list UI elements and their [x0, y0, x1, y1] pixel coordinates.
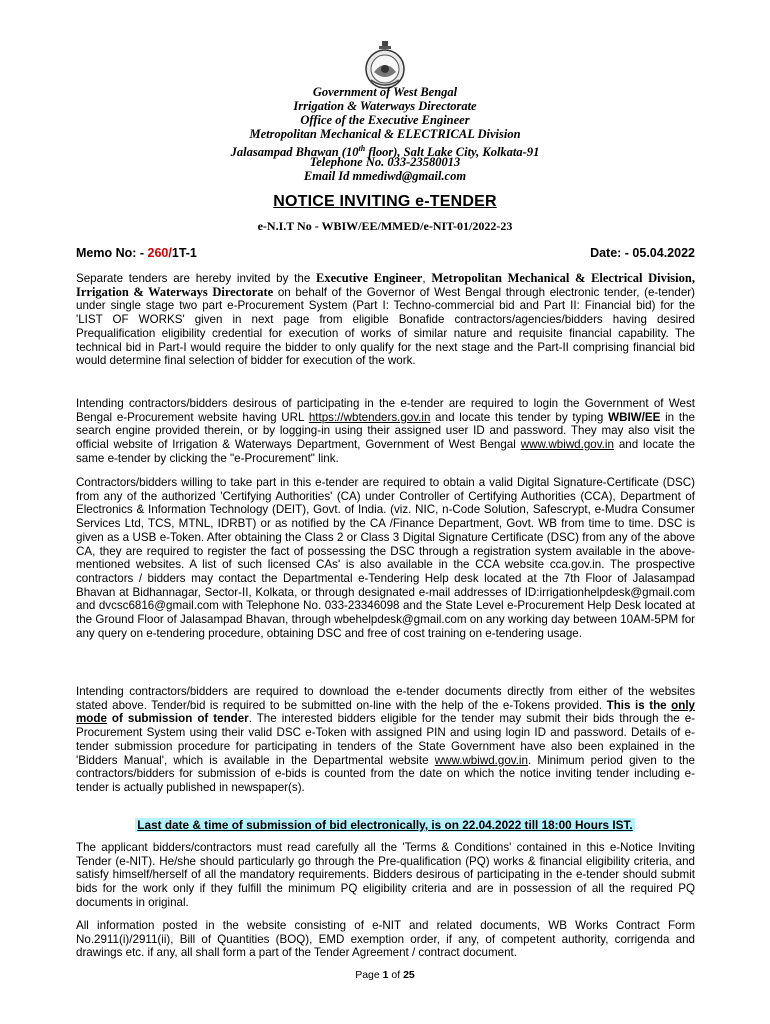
- paragraph-documents: All information posted in the website consisting of e-NIT and related documents, WB Works Contract Form No.2911(i)/2911(ii), Bill of Quantities (BOQ), EMD exemption order, if any, of competent authority, corrigenda and drawings etc. if any, all shall form a part of the Tender Agreement / contract document.: [76, 919, 695, 960]
- header-directorate: Irrigation & Waterways Directorate: [293, 99, 477, 113]
- header-office: Office of the Executive Engineer: [300, 113, 470, 127]
- wbtenders-link[interactable]: https://wbtenders.gov.in: [308, 410, 431, 424]
- page-footer: Page 1 of 25: [355, 969, 415, 981]
- memo-suffix: 1T-1: [171, 246, 197, 260]
- header-address: Jalasampad Bhawan (10th floor), Salt Lake City, Kolkata-91: [230, 144, 540, 160]
- header-govt: Government of West Bengal: [312, 85, 458, 99]
- memo-line: [76, 246, 695, 260]
- nit-number: e-N.I.T No - WBIW/EE/MMED/e-NIT-01/2022-23: [257, 219, 513, 233]
- paragraph-terms: The applicant bidders/contractors must read carefully all the 'Terms & Conditions' contained in this e-Notice Inviting Tender (e-NIT). He/she should particularly go through the Pre-qualification (PQ) works & financial eligibility criteria, and satisfy himself/herself of all the mandatory requirements. Bidders desirous of participating in the e-tender should submit bids for the work only if they fulfill the minimum PQ eligibility criteria and are in possession of all the required PQ documents in original.: [76, 841, 695, 909]
- page-title: NOTICE INVITING e-TENDER: [273, 193, 497, 210]
- memo-date: Date: - 05.04.2022: [590, 246, 695, 260]
- header-email: Email Id mmediwd@gmail.com: [303, 169, 467, 183]
- paragraph-invitation: Separate tenders are hereby invited by the Executive Engineer, Metropolitan Mechanical & Electrical Division, Irrigation & Waterways Directorate on behalf of the Governor of West Bengal through electronic tender, (e-tender) under single stage two part e-Procurement System (Part I: Techno-commercial bid and Part II: Financial bid) for the 'LIST OF WORKS' given in next page from eligible Bonafide contractors/agencies/bidders having desired Prequalification eligibility credential for execution of works of similar nature and requisite financial capability. The technical bid in Part-I would require the bidder to only qualify for the next stage and the Part-II comprising financial bid would determine final selection of bidder for execution of the work.: [76, 271, 695, 368]
- government-emblem-icon: [362, 40, 408, 90]
- paragraph-download: Intending contractors/bidders are required to download the e-tender documents directly from either of the websites stated above. Tender/bid is required to be submitted on-line with the help of the e-Tokens provided. This is the only mode of submission of tender. The interested bidders eligible for the tender may submit their bids through the e-Procurement System using their valid DSC e-Token with assigned PIN and using login ID and password. Details of e-tender submission procedure for participating in tenders of the State Government have also been explained in the 'Bidders Manual', which is available in the Departmental website www.wbiwd.gov.in. Minimum period given to the contractors/bidders for submission of e-bids is counted from the date on which the notice inviting tender including e-tender is actually published in newspaper(s).: [76, 685, 695, 794]
- deadline-banner: [0, 816, 770, 834]
- wbiwd-link[interactable]: www.wbiwd.gov.in: [520, 438, 614, 452]
- deadline-text: Last date & time of submission of bid electronically, is on 22.04.2022 till 18:00 Hours IST.: [137, 818, 633, 832]
- header-telephone: Telephone No. 033-23580013: [309, 155, 461, 169]
- memo-number: 260/: [147, 246, 172, 260]
- paragraph-dsc: Contractors/bidders willing to take part in this e-tender are required to obtain a valid Digital Signature-Certificate (DSC) from any of the authorized 'Certifying Authorities' (CA) under Controller of Certifying Authorities (CCA), Department of Electronics & Information Technology (DEIT), Govt. of India. (viz. NIC, n-Code Solution, Safescrypt, e-Mudra Consumer Services Ltd, TCS, MTNL, IDRBT) or as notified by the CA /Finance Department, Govt. WB from time to time. DSC is given as a USB e-Token. After obtaining the Class 2 or Class 3 Digital Signature Certificate (DSC) from any of the above CA, they are required to register the fact of possessing the DSC through a registration system available in the above-mentioned websites. A list of such licensed CAs' is also available in the CCA website cca.gov.in. The prospective contractors / bidders may contact the Departmental e-Tendering Help desk located at the 7th Floor of Jalasampad Bhavan at Bidhannagar, Sector-II, Kolkata, or through designated e-mail addresses of ID:irrigationhelpdesk@gmail.com and dvcsc6816@gmail.com with Telephone No. 033-23346098 and the State Level e-Procurement Help Desk located at the Ground Floor of Jalasampad Bhavan, through wbehelpdesk@gmail.com on any working day between 10AM-5PM for any query on e-tendering procedure, obtaining DSC and free of cost training on e-tendering usage.: [76, 476, 695, 640]
- header-division: Metropolitan Mechanical & ELECTRICAL Division: [249, 127, 521, 141]
- paragraph-login: Intending contractors/bidders desirous of participating in the e-tender are required to login the Government of West Bengal e-Procurement website having URL https://wbtenders.gov.in and locate this tender by typing WBIW/EE in the search engine provided therein, or by logging-in using their assigned user ID and password. They may also visit the official website of Irrigation & Waterways Department, Government of West Bengal www.wbiwd.gov.in and locate the same e-tender by clicking the "e-Procurement" link.: [76, 397, 696, 465]
- wbiwd-manual-link[interactable]: www.wbiwd.gov.in: [434, 753, 528, 767]
- memo-label: Memo No: -: [76, 246, 148, 260]
